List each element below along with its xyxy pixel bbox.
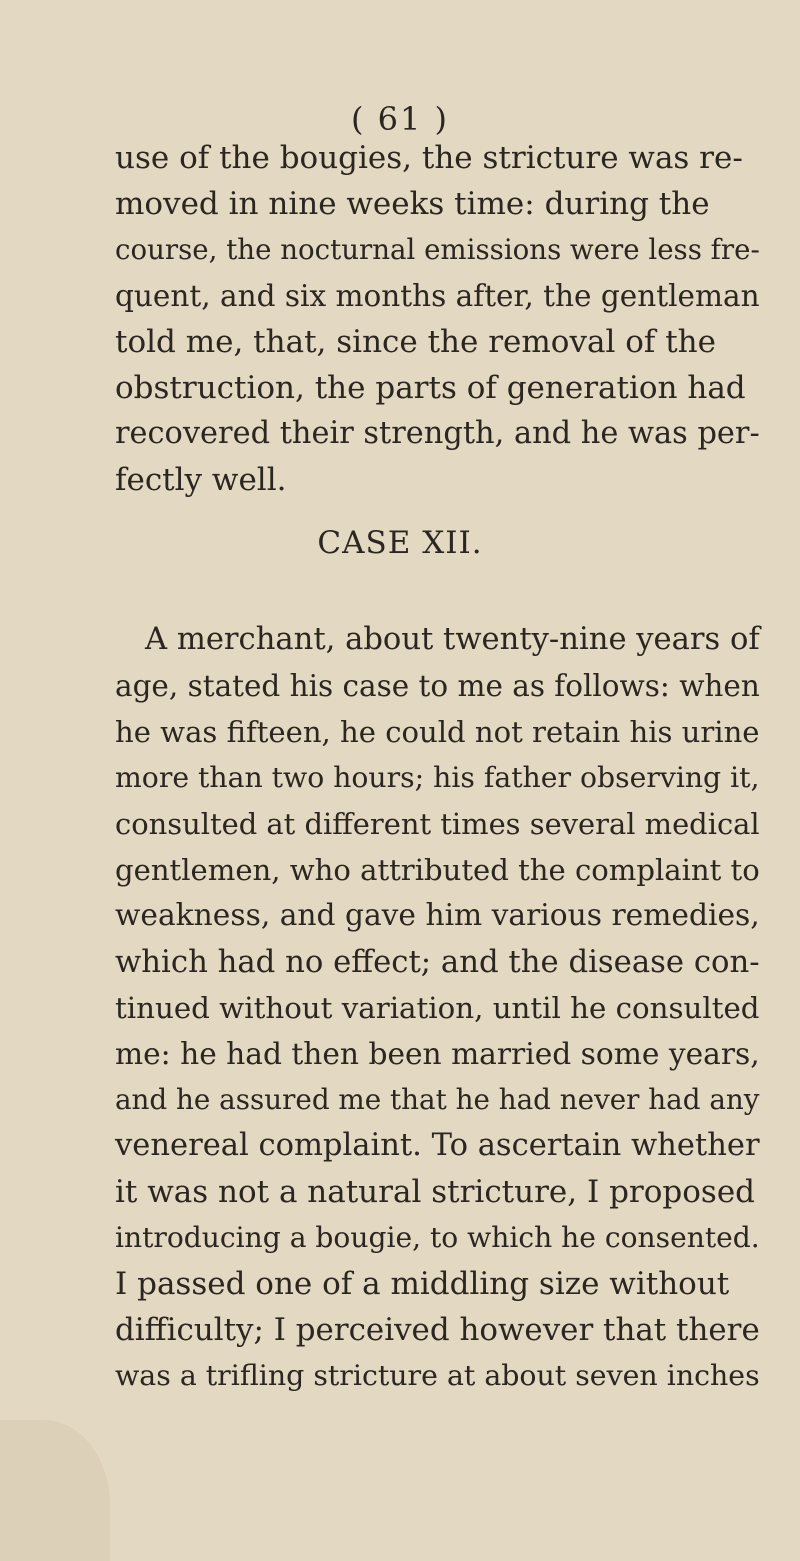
case-heading: CASE XII. bbox=[317, 525, 483, 561]
text-line: me: he had then been married some years, bbox=[115, 1036, 760, 1071]
text-line: I passed one of a middling size without bbox=[115, 1266, 730, 1302]
text-line: fectly well. bbox=[115, 462, 287, 498]
text-line: obstruction, the parts of generation had bbox=[115, 370, 746, 406]
text-line: quent, and six months after, the gentleman bbox=[115, 279, 760, 313]
text-line: tinued without variation, until he consulted bbox=[115, 991, 760, 1025]
page-number: ( 61 ) bbox=[350, 100, 450, 138]
page-stain bbox=[0, 1420, 110, 1561]
text-line: which had no effect; and the disease con- bbox=[115, 944, 760, 980]
text-line: told me, that, since the removal of the bbox=[115, 324, 716, 360]
text-line: it was not a natural stricture, I proposed bbox=[115, 1174, 756, 1210]
text-line: he was fifteen, he could not retain his urine bbox=[115, 715, 760, 749]
text-line: age, stated his case to me as follows: when bbox=[115, 669, 760, 703]
text-line: difficulty; I perceived however that there bbox=[115, 1312, 760, 1348]
text-line: course, the nocturnal emissions were less fre- bbox=[115, 233, 760, 266]
text-line: weakness, and gave him various remedies, bbox=[115, 898, 760, 933]
text-line: moved in nine weeks time: during the bbox=[115, 186, 710, 222]
text-line: and he assured me that he had never had any bbox=[115, 1083, 760, 1116]
text-line: gentlemen, who attributed the complaint to bbox=[115, 853, 760, 887]
text-line: use of the bougies, the stricture was re- bbox=[115, 140, 743, 176]
text-line: A merchant, about twenty-nine years of bbox=[145, 622, 760, 657]
text-line: venereal complaint. To ascertain whether bbox=[115, 1128, 760, 1163]
text-line: more than two hours; his father observing it, bbox=[115, 761, 760, 794]
text-line: was a trifling stricture at about seven inches bbox=[115, 1359, 760, 1392]
text-line: introducing a bougie, to which he consented. bbox=[115, 1221, 760, 1254]
text-line: recovered their strength, and he was per- bbox=[115, 416, 760, 451]
text-line: consulted at different times several medical bbox=[115, 807, 760, 841]
